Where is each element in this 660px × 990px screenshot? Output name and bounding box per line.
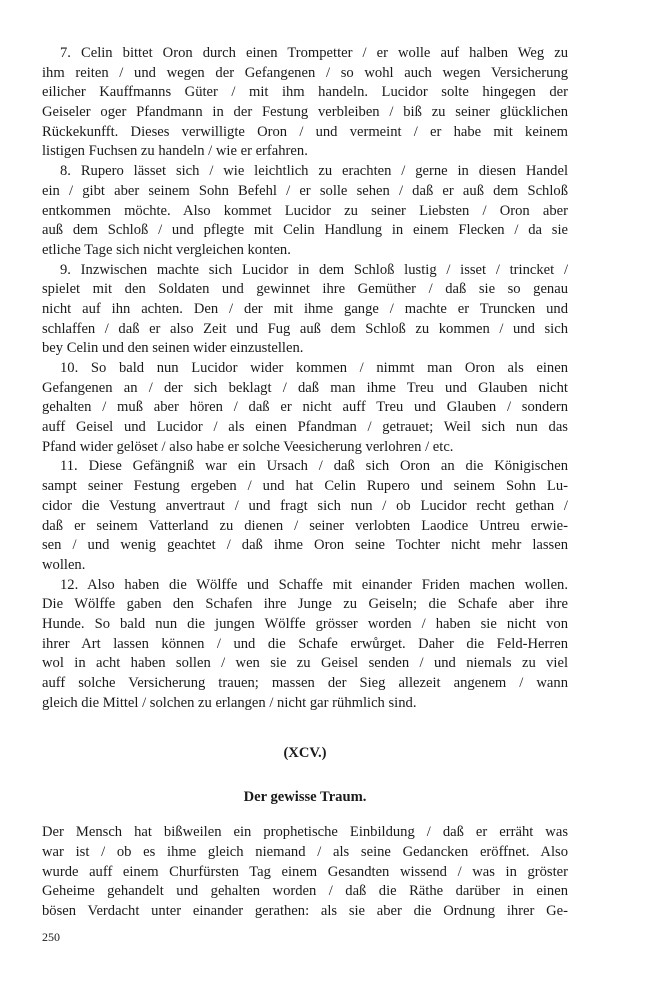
text-line: spielet mit den Soldaten und gewinnet ihre Gemüther / daß sie so genau <box>42 281 568 298</box>
text-line: 8. Rupero lässet sich / wie leichtlich zu erachten / gerne in diesen Handel <box>60 163 568 180</box>
text-line: etliche Tage sich nicht vergleichen konten. <box>42 241 291 258</box>
section-number: (XCV.) <box>283 745 327 762</box>
text-line: Der Mensch hat bißweilen ein prophetische Einbildung / daß er erräht was <box>42 824 568 841</box>
text-line: auff solche Versicherung trauen; massen der Sieg allezeit angenem / wann <box>42 675 568 691</box>
paragraph-9 <box>42 261 568 359</box>
text-line: 10. So bald nun Lucidor wider kommen / nimmt man Oron als einen <box>60 360 568 376</box>
page-number: 250 <box>42 930 60 944</box>
paragraph-11 <box>42 457 568 575</box>
text-line: 7. Celin bittet Oron durch einen Trompetter / er wolle auf halben Weg zu <box>60 45 568 61</box>
text-line: bösen Verdacht unter einander gerathen: als sie aber die Ordnung ihrer Ge- <box>42 903 568 920</box>
text-line: listigen Fuchsen zu handeln / wie er erfahren. <box>42 143 308 160</box>
text-line: Die Wölffe gaben den Schafen ihre Junge zu Geiseln; die Schafe aber ihre <box>42 596 568 613</box>
text-line: Rückekunfft. Dieses verwilligte Oron / und vermeint / er habe mit keinem <box>42 123 568 140</box>
spacer <box>42 713 568 743</box>
paragraph-12 <box>42 576 568 714</box>
spacer <box>42 763 568 787</box>
section-title: Der gewisse Traum. <box>243 789 367 806</box>
text-line: 11. Diese Gefängniß war ein Ursach / daß sich Oron an die Königischen <box>60 458 568 475</box>
text-line: Pfand wider gelöset / also habe er solche Veesicherung verlohren / etc. <box>42 438 454 455</box>
text-line: Geiseler oger Pfandmann in der Festung verbleiben / biß zu seiner glücklichen <box>42 104 568 121</box>
text-line: Hunde. So bald nun die jungen Wölffe grösser worden / haben sie nicht von <box>42 615 568 632</box>
page-body <box>42 44 568 922</box>
text-line: wol in acht haben sollen / wen sie zu Geisel senden / und niemals zu viel <box>42 655 568 672</box>
paragraph-10 <box>42 359 568 457</box>
text-line: entkommen möchte. Also kommet Lucidor zu seiner Liebsten / Oron aber <box>42 202 568 219</box>
text-line: daß er seinem Vatterland zu dienen / seiner verlobten Laodice Untreu erwie- <box>42 517 568 534</box>
text-line: sen / und wenig geachtet / daß ihme Oron seine Tochter nicht mehr lassen <box>42 537 568 554</box>
text-line: war ist / ob es ihme gleich niemand / als seine Gedancken eröffnet. Also <box>42 844 568 861</box>
text-line: sampt seiner Festung ergeben / und hat Celin Rupero und seinem Sohn Lu- <box>42 478 568 495</box>
text-line: auß dem Schloß / und pflegte mit Celin Handlung in einem Flecken / da sie <box>42 222 568 239</box>
text-line: bey Celin und den seinen wider einzustellen. <box>42 340 304 357</box>
text-line: ihrer Art lassen können / und die Schafe erwůrget. Daher die Feld-Herren <box>42 635 568 652</box>
text-line: gleich die Mittel / solchen zu erlangen / nicht gar rühmlich sind. <box>42 694 417 711</box>
text-line: cidor die Vestung anvertraut / und fragt sich nun / ob Lucidor recht gethan / <box>42 497 568 514</box>
text-line: nicht auf ihn achten. Den / der mit ihme gange / machte er Truncken und <box>42 300 568 317</box>
text-line: ein / gibt aber seinem Sohn Befehl / er solle sehen / daß er auß dem Schloß <box>42 182 568 199</box>
text-line: gehalten / muß aber hören / daß er nicht auff Treu und Glauben / sondern <box>42 399 568 416</box>
text-line: Geheime gehandelt und gehalten worden / daß die Räthe darüber in einen <box>42 883 568 900</box>
text-line: 12. Also haben die Wölffe und Schaffe mit einander Friden machen wollen. <box>60 576 568 593</box>
text-line: wurde auff einem Churfürsten Tag einem Gesandten wissend / was in gröster <box>42 863 568 880</box>
text-line: wollen. <box>42 556 86 573</box>
text-line: ihm reiten / und wegen der Gefangenen / so wohl auch wegen Versicherung <box>42 64 568 81</box>
spacer <box>42 807 568 823</box>
text-line: schlaffen / daß er also Zeit und Fug auß dem Schloß zu kommen / und sich <box>42 320 568 337</box>
text-line: 9. Inzwischen machte sich Lucidor in dem Schloß lustig / isset / trincket / <box>60 261 568 278</box>
paragraph-8 <box>42 162 568 260</box>
paragraph-dream <box>42 823 568 921</box>
text-line: Gefangenen an / der sich beklagt / daß man ihme Treu und Glauben nicht <box>42 379 568 396</box>
paragraph-7 <box>42 44 568 162</box>
text-line: auff Geisel und Lucidor / als einen Pfandman / getrauet; Weil sich nun das <box>42 419 568 436</box>
text-line: eilicher Kauffmanns Güter / mit ihm handeln. Lucidor solte hingegen der <box>42 84 568 101</box>
